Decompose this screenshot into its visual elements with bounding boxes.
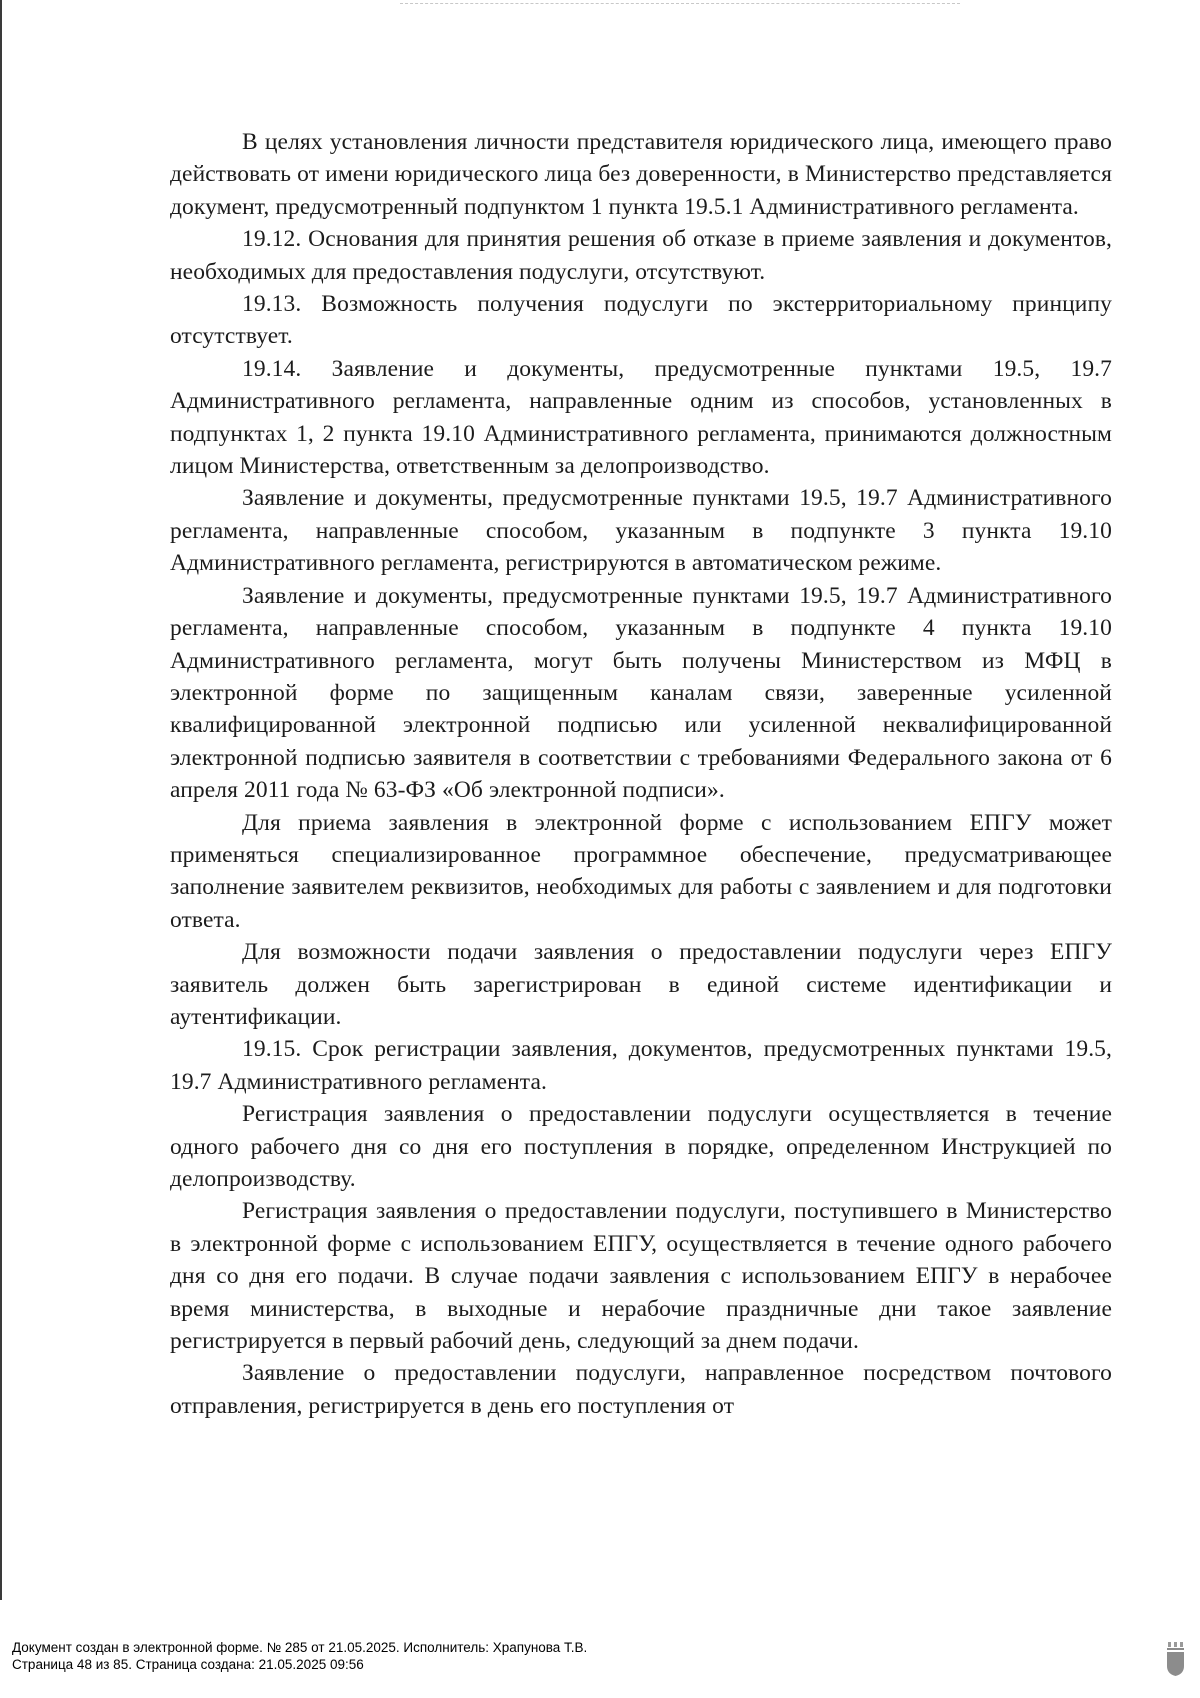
paragraph-epgu-software: Для приема заявления в электронной форме с использованием ЕПГУ может применяться специализированное программное обеспечение, предусматривающее заполнение заявителем реквизитов, необходимых для работы с заявлением и для подготовки ответа. [170,809,1112,933]
paragraph-electronic-registration: Регистрация заявления о предоставлении подуслуги, поступившего в Министерство в электронной форме с использованием ЕПГУ, осуществляется в течение одного рабочего дня со дня его подачи. В случае подачи заявления с использованием ЕПГУ в нерабочее время министерства, в выходные и нерабочие праздничные дни такое заявление регистрируется в первый рабочий день, следующий за днем подачи. [170,1198,1112,1355]
paragraph-registration-term: Регистрация заявления о предоставлении подуслуги осуществляется в течение одного рабочего дня со дня его поступления в порядке, определенном Инструкцией по делопроизводству. [170,1101,1112,1192]
paragraph-19-15: 19.15. Срок регистрации заявления, документов, предусмотренных пунктами 19.5, 19.7 Административного регламента. [170,1036,1112,1095]
document-stamp-icon [1164,1642,1186,1676]
scan-artifact-line [400,3,960,6]
footer-document-info: Документ создан в электронной форме. № 285 от 21.05.2025. Исполнитель: Храпунова Т.В. [12,1640,588,1655]
paragraph-postal-registration: Заявление о предоставлении подуслуги, направленное посредством почтового отправления, регистрируется в день его поступления от [170,1360,1112,1419]
document-footer [12,1639,587,1673]
footer-page-info: Страница 48 из 85. Страница создана: 21.05.2025 09:56 [12,1657,364,1672]
document-body [170,126,1112,1422]
paragraph-epgu-registration: Для возможности подачи заявления о предоставлении подуслуги через ЕПГУ заявитель должен быть зарегистрирован в единой системе идентификации и аутентификации. [170,939,1112,1030]
paragraph-automatic-registration: Заявление и документы, предусмотренные пунктами 19.5, 19.7 Административного регламента, направленные способом, указанным в подпункте 3 пункта 19.10 Административного регламента, регистрируются в автоматическом режиме. [170,485,1112,577]
paragraph-19-14: 19.14. Заявление и документы, предусмотренные пунктами 19.5, 19.7 Административного регламента, направленные одним из способов, установленных в подпунктах 1, 2 пункта 19.10 Административного регламента, принимаются должностным лицом Министерства, ответственным за делопроизводство. [170,355,1112,480]
paragraph-19-12: 19.12. Основания для принятия решения об отказе в приеме заявления и документов, необходимых для предоставления подуслуги, отсутствуют. [170,226,1112,285]
paragraph-representative-identity: В целях установления личности представителя юридического лица, имеющего право действовать от имени юридического лица без доверенности, в Министерство представляется документ, предусмотренный подпунктом 1 пункта 19.5.1 Административного регламента. [170,129,1112,220]
scan-edge-border [0,0,2,1600]
paragraph-mfc-receipt: Заявление и документы, предусмотренные пунктами 19.5, 19.7 Административного регламента, направленные способом, указанным в подпункте 4 пункта 19.10 Административного регламента, могут быть получены Министерством из МФЦ в электронной форме по защищенным каналам связи, заверенные усиленной квалифицированной электронной подписью или усиленной неквалифицированной электронной подписью заявителя в соответствии с требованиями Федерального закона от 6 апреля 2011 года № 63-ФЗ «Об электронной подписи». [170,582,1112,804]
paragraph-19-13: 19.13. Возможность получения подуслуги по экстерриториальному принципу отсутствует. [170,291,1112,350]
